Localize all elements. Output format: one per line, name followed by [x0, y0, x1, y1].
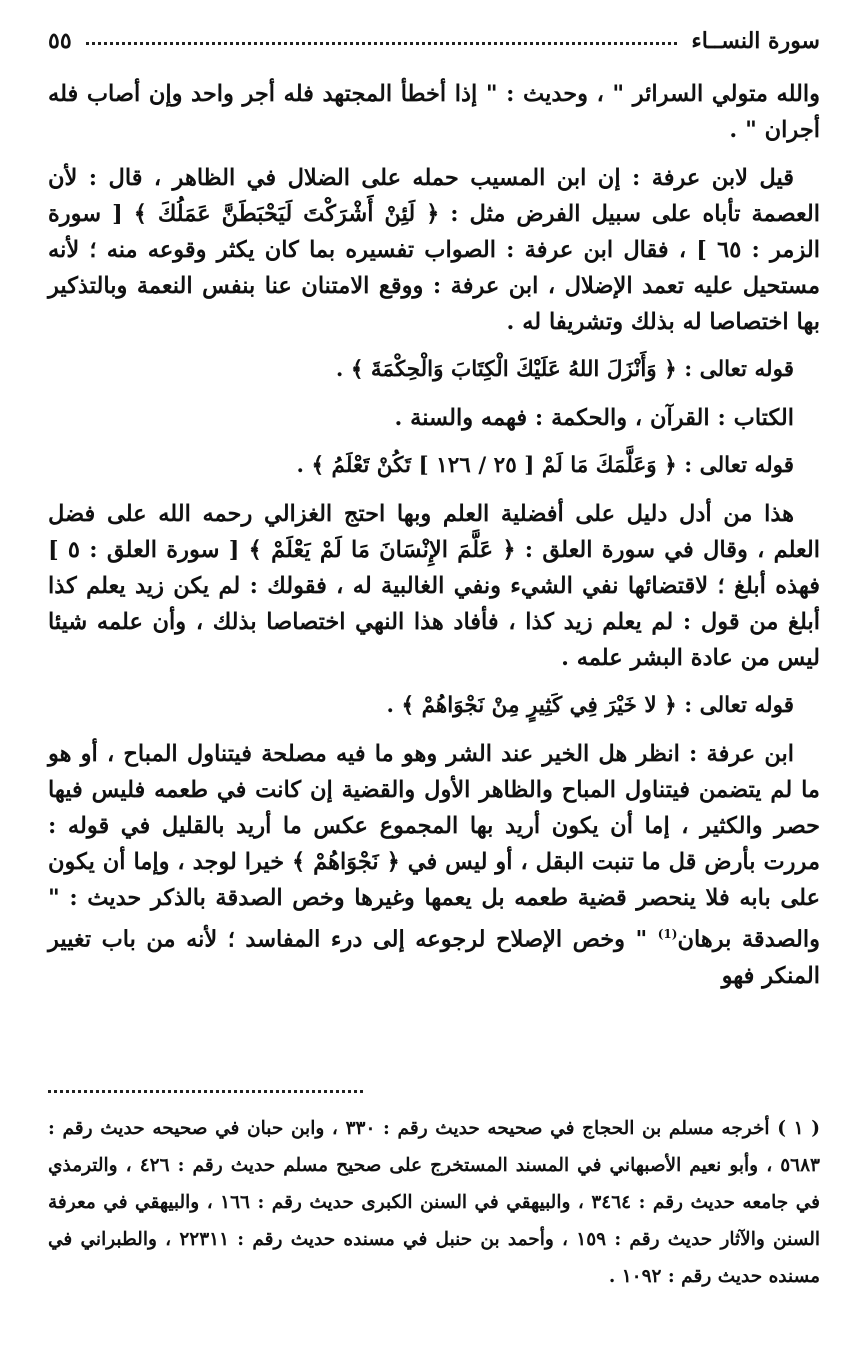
verse-paragraph: قوله تعالى : ﴿ لا خَيْرَ فِي كَثِيرٍ مِنْ نَجْوَاهُمْ ﴾ .: [386, 693, 794, 718]
verse-paragraph: قوله تعالى : ﴿ وَأَنْزَلَ اللهُ عَلَيْكَ الْكِتَابَ وَالْحِكْمَةَ ﴾ .: [335, 357, 794, 382]
paragraph: قيل لابن عرفة : إن ابن المسيب حمله على الضلال في الظاهر ، قال : لأن العصمة تأباه على سبيل الفرض مثل : ﴿ لَئِنْ أَشْرَكْتَ لَيَحْبَطَنَّ عَمَلُكَ ﴾ [ سورة الزمر : ٦٥ ] ، فقال ابن عرفة : الصواب تفسيره بما كان يكثر وقوعه منه ؛ لأنه مستحيل عليه تعمد الإضلال ، ابن عرفة : ووقع الامتنان عنا بنفس النعمة وبالتذكير بها اختصاصا له بذلك وتشريفا له .: [48, 165, 820, 335]
paragraph-with-footnote: [48, 736, 820, 994]
paragraph: هذا من أدل دليل على أفضلية العلم وبها احتج الغزالي رحمه الله على فضل العلم ، وقال في سورة العلق : ﴿ عَلَّمَ الإِنْسَانَ مَا لَمْ يَعْلَمْ ﴾ [ سورة العلق : ٥ ] فهذه أبلغ ؛ لاقتضائها نفي الشيء ونفي الغالبية له ، فقولك : لم يكن زيد يعلم كذا أبلغ من قول : لم يعلم زيد كذا ، فأفاد هذا النهي اختصاصا بذلك ، وأن علمه شيئا ليس من عادة البشر علمه .: [48, 501, 820, 671]
footnote-separator: [48, 1090, 363, 1093]
footnote-marker[interactable]: (1): [657, 927, 678, 941]
paragraph-text: ابن عرفة : انظر هل الخير عند الشر وهو ما فيه مصلحة فيتناول المباح ، أو هو ما لم يتضمن فيتناول المباح والظاهر الأول والقضية إن كانت في طعمه فليس فيها حصر والكثير ، إما أن يكون أريد بها المجموع عكس ما أريد بالقليل في قوله : مررت بأرض قل ما تنبت البقل ، أو ليس في ﴿ نَجْوَاهُمْ ﴾ خيرا لوجد ، وإما أن يكون على بابه فلا ينحصر قضية طعمه بل يعمها وغيرها وخص الصدقة بالذكر حديث : " والصدقة برهان: [48, 741, 820, 953]
page-number: ٥٥: [48, 28, 72, 54]
footnote: ( ١ ) أخرجه مسلم بن الحجاج في صحيحه حديث رقم : ٣٣٠ ، وابن حبان في صحيحه حديث رقم : ٥٦٨٣ ، وأبو نعيم الأصبهاني في المسند المستخرج على صحيح مسلم حديث رقم : ٤٢٦ ، والترمذي في جامعه حديث رقم : ٣٤٦٤ ، والبيهقي في السنن الكبرى حديث رقم : ١٦٦ ، والبيهقي في معرفة السنن والآثار حديث رقم : ١٥٩ ، وأحمد بن حنبل في مسنده حديث رقم : ٢٢٣١١ ، والطبراني في مسنده حديث رقم : ١٠٩٢ .: [48, 1118, 821, 1287]
verse-paragraph: قوله تعالى : ﴿ وَعَلَّمَكَ مَا لَمْ [ ٢٥ / ١٢٦ ] تَكُنْ تَعْلَمُ ﴾ .: [296, 453, 794, 478]
paragraph: والله متولي السرائر " ، وحديث : " إذا أخطأ المجتهد فله أجر واحد وإن أصاب فله أجران " .: [48, 81, 820, 143]
header-dotted-rule: [86, 42, 678, 45]
running-head: [48, 28, 820, 76]
main-text: [48, 76, 820, 994]
page: [48, 28, 820, 1006]
paragraph: الكتاب : القرآن ، والحكمة : فهمه والسنة .: [394, 405, 794, 431]
paragraph-text-continued: " وخص الإصلاح لرجوعه إلى درء المفاسد ؛ لأنه من باب تغيير المنكر فهو: [48, 926, 820, 989]
surah-title: سورة النســاء: [691, 28, 820, 54]
